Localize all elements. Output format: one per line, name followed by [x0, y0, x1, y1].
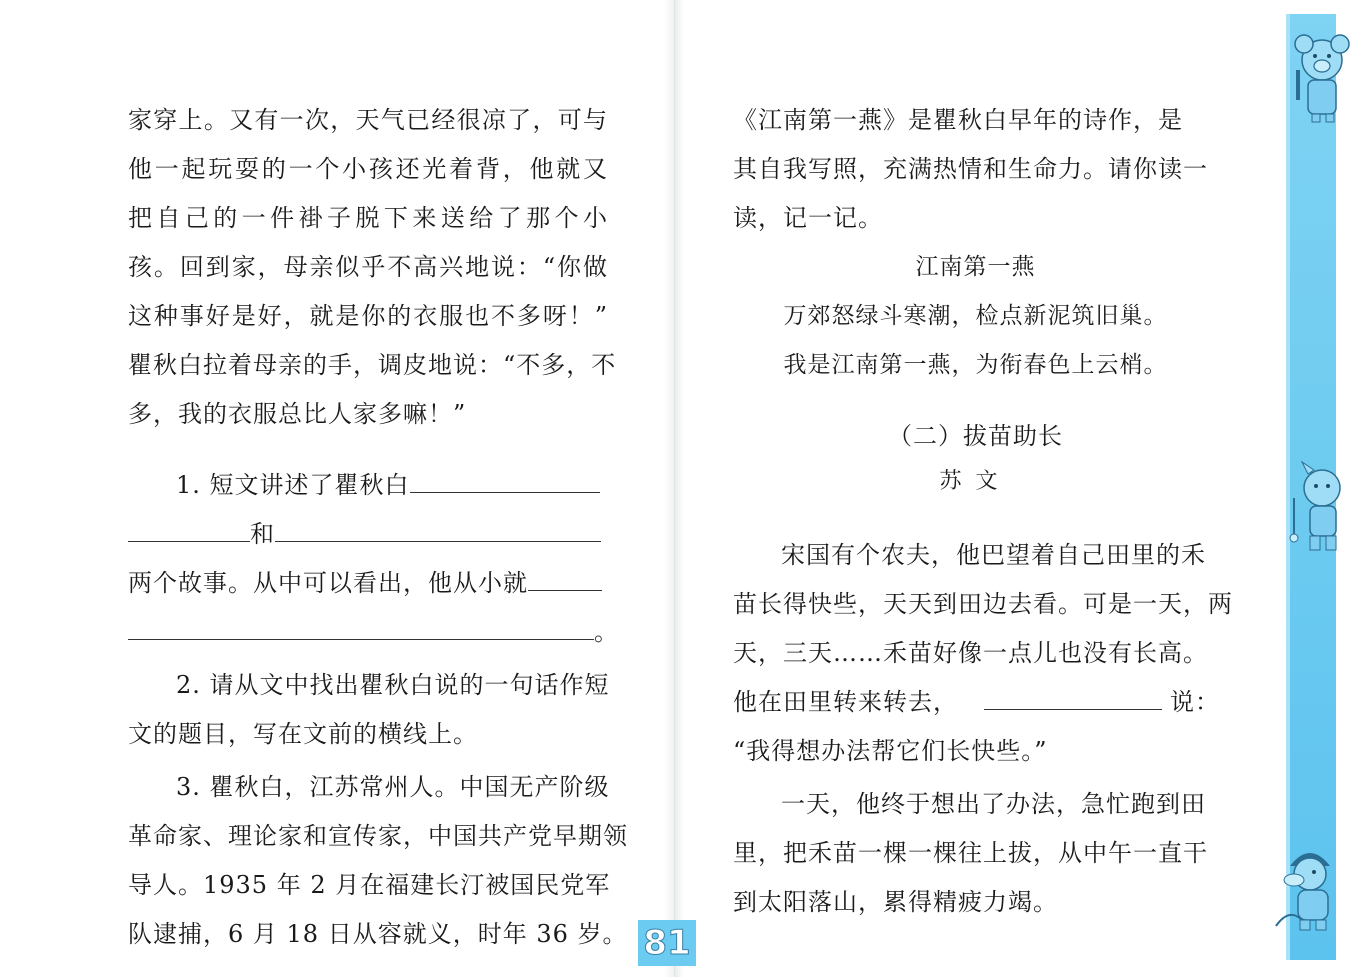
story-line: 里，把禾苗一棵一棵往上拔，从中午一直干: [733, 839, 1208, 867]
mascot-top-icon: [1288, 26, 1350, 126]
question-1-line-2: [128, 510, 608, 559]
story-text: 他在田里转来转去，: [733, 688, 958, 716]
story-text: 说：: [1170, 688, 1220, 716]
left-page: [128, 96, 628, 959]
story-line: 到太阳落山，累得精疲力竭。: [733, 888, 1058, 916]
poem-title: 江南第一燕: [915, 254, 1036, 280]
mascot-middle-icon: [1286, 458, 1348, 558]
answer-blank[interactable]: [128, 511, 250, 542]
question-2: 2. 请从文中找出瞿秋白说的一句话作短: [176, 671, 610, 699]
fold-line: [674, 0, 675, 977]
answer-blank[interactable]: [128, 609, 594, 640]
story-line: 天，三天……禾苗好像一点儿也没有长高。: [733, 639, 1208, 667]
question-1-line-4: [128, 608, 619, 657]
mascot-bottom-icon: [1270, 836, 1346, 936]
answer-blank[interactable]: [528, 560, 602, 591]
right-page: [733, 96, 1233, 927]
story-line: 宋国有个农夫，他巴望着自己田里的禾: [781, 541, 1206, 569]
text-line: 他一起玩耍的一个小孩还光着背，他就又: [128, 155, 608, 183]
question-3-line: 导人。1935 年 2 月在福建长汀被国民党军: [128, 871, 611, 899]
story-line: 苗长得快些，天天到田边去看。可是一天，两: [733, 590, 1233, 618]
question-3: 3. 瞿秋白，江苏常州人。中国无产阶级: [176, 773, 610, 801]
story-blank-line: [733, 678, 1218, 727]
text-line: 这种事好是好，就是你的衣服也不多呀！”: [128, 302, 608, 330]
answer-blank[interactable]: [984, 679, 1162, 710]
poem-line: 万郊怒绿斗寒潮，检点新泥筑旧巢。: [783, 303, 1168, 329]
text-line: 孩。回到家，母亲似乎不高兴地说：“你做: [128, 253, 608, 281]
text-line: 家穿上。又有一次，天气已经很凉了，可与: [128, 106, 608, 134]
story-line: 一天，他终于想出了办法，急忙跑到田: [781, 790, 1206, 818]
intro-line: 其自我写照，充满热情和生命力。请你读一: [733, 155, 1208, 183]
question-1: [128, 461, 608, 510]
question-3-line: 革命家、理论家和宣传家，中国共产党早期领: [128, 822, 628, 850]
text-line: 把自己的一件褂子脱下来送给了那个小: [128, 204, 608, 232]
answer-blank[interactable]: [275, 511, 601, 542]
story-author: 苏文: [939, 469, 1012, 494]
answer-blank[interactable]: [410, 462, 600, 493]
page-number: 81: [638, 920, 696, 966]
story-line: “我得想办法帮它们长快些。”: [733, 737, 1048, 765]
period: 。: [594, 618, 619, 646]
question-1-text: 两个故事。从中可以看出，他从小就: [128, 569, 528, 597]
poem-line: 我是江南第一燕，为衔春色上云梢。: [783, 352, 1168, 378]
question-1-line-3: [128, 559, 608, 608]
question-1-and: 和: [250, 520, 275, 548]
intro-line: 读，记一记。: [733, 204, 883, 232]
story-title: （二）拔苗助长: [888, 422, 1063, 450]
question-2-line-2: 文的题目，写在文前的横线上。: [128, 720, 478, 748]
question-3-line: 队逮捕，6 月 18 日从容就义，时年 36 岁。: [128, 920, 628, 948]
intro-line: 《江南第一燕》是瞿秋白早年的诗作，是: [733, 106, 1183, 134]
text-line: 瞿秋白拉着母亲的手，调皮地说：“不多，不: [128, 351, 617, 379]
text-line: 多，我的衣服总比人家多嘛！”: [128, 400, 467, 428]
question-1-prompt: 1. 短文讲述了瞿秋白: [176, 471, 410, 499]
